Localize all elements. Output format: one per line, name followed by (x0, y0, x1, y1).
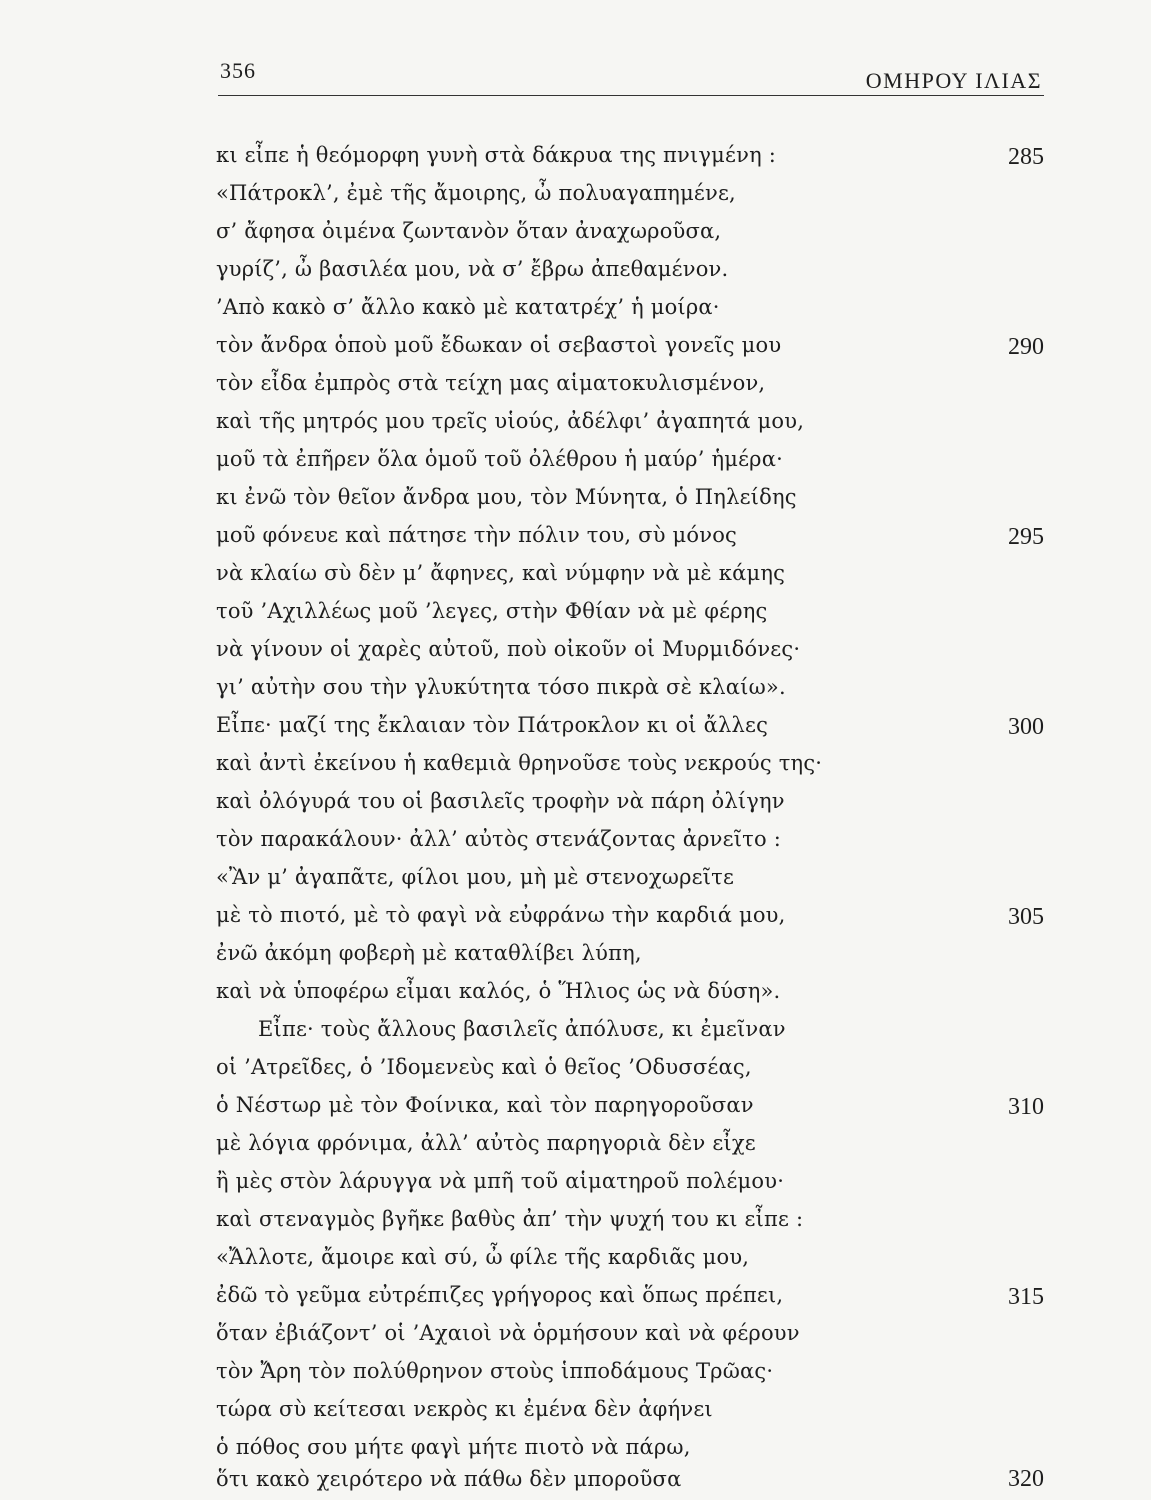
verse-line: γυρίζ’, ὦ βασιλέα μου, νὰ σ’ ἔβρω ἀπεθαμένον. (216, 257, 729, 281)
verse-line: Εἶπε· μαζί της ἔκλαιαν τὸν Πάτροκλον κι οἱ ἄλλες (216, 713, 769, 737)
verse-line: νὰ γίνουν οἱ χαρὲς αὐτοῦ, ποὺ οἰκοῦν οἱ Μυρμιδόνες· (216, 637, 801, 661)
verse-line: καὶ νὰ ὑποφέρω εἶμαι καλός, ὁ Ἥλιος ὡς νὰ δύση». (216, 979, 781, 1003)
line-number: 310 (1008, 1094, 1044, 1120)
verse-line: μὲ λόγια φρόνιμα, ἀλλ’ αὐτὸς παρηγοριὰ δὲν εἶχε (216, 1131, 756, 1155)
verse-line: καὶ ἀντὶ ἐκείνου ἡ καθεμιὰ θρηνοῦσε τοὺς νεκρούς της· (216, 751, 823, 775)
verse-line: τοῦ ’Αχιλλέως μοῦ ’λεγες, στὴν Φθίαν νὰ μὲ φέρης (216, 599, 768, 623)
verse-line: ὁ πόθος σου μήτε φαγὶ μήτε πιοτὸ νὰ πάρω, (216, 1435, 691, 1459)
page-header (220, 58, 1042, 98)
verse-line: σ’ ἄφησα ὀιμένα ζωντανὸν ὅταν ἀναχωροῦσα, (216, 219, 722, 243)
verse-line: οἱ ’Ατρεῖδες, ὁ ’Ιδομενεὺς καὶ ὁ θεῖος ’Οδυσσέας, (216, 1055, 752, 1079)
verse-line: μοῦ φόνευε καὶ πάτησε τὴν πόλιν του, σὺ μόνος (216, 523, 738, 547)
running-head: ΟΜΗΡΟΥ ΙΛΙΑΣ (865, 68, 1042, 93)
verse-line: καὶ ὀλόγυρά του οἱ βασιλεῖς τροφὴν νὰ πάρη ὀλίγην (216, 789, 785, 813)
verse-line: ’Απὸ κακὸ σ’ ἄλλο κακὸ μὲ κατατρέχ’ ἡ μοίρα· (216, 295, 720, 319)
line-number: 285 (1008, 144, 1044, 170)
verse-line: κι ἐνῶ τὸν θεῖον ἄνδρα μου, τὸν Μύνητα, ὁ Πηλείδης (216, 485, 797, 509)
verse-line: μὲ τὸ πιοτό, μὲ τὸ φαγὶ νὰ εὐφράνω τὴν καρδιά μου, (216, 903, 786, 927)
verse-line: τὸν ἄνδρα ὁποὺ μοῦ ἔδωκαν οἱ σεβαστοὶ γονεῖς μου (216, 333, 782, 357)
verse-line: τώρα σὺ κείτεσαι νεκρὸς κι ἐμένα δὲν ἀφήνει (216, 1397, 713, 1421)
line-number: 320 (1008, 1466, 1044, 1492)
verse-line: ἢ μὲς στὸν λάρυγγα νὰ μπῆ τοῦ αἱματηροῦ πολέμου· (216, 1169, 785, 1193)
verse-line: ὁ Νέστωρ μὲ τὸν Φοίνικα, καὶ τὸν παρηγοροῦσαν (216, 1093, 754, 1117)
header-rule (218, 95, 1044, 96)
line-number: 315 (1008, 1284, 1044, 1310)
verse-line: νὰ κλαίω σὺ δὲν μ’ ἄφηνες, καὶ νύμφην νὰ μὲ κάμης (216, 561, 786, 585)
verse-line: Εἶπε· τοὺς ἄλλους βασιλεῖς ἀπόλυσε, κι ἐμεῖναν (258, 1017, 786, 1041)
line-number: 305 (1008, 904, 1044, 930)
verse-line: ὅταν ἐβιάζοντ’ οἱ ’Αχαιοὶ νὰ ὁρμήσουν καὶ νὰ φέρουν (216, 1321, 800, 1345)
verse-line: ἐνῶ ἀκόμη φοβερὴ μὲ καταθλίβει λύπη, (216, 941, 642, 965)
line-number: 295 (1008, 524, 1044, 550)
verse-line: ἐδῶ τὸ γεῦμα εὐτρέπιζες γρήγορος καὶ ὅπως πρέπει, (216, 1283, 784, 1307)
line-number: 290 (1008, 334, 1044, 360)
verse-line: τὸν Ἄρη τὸν πολύθρηνον στοὺς ἱπποδάμους Τρῶας· (216, 1359, 774, 1383)
verse-line: «Ἂν μ’ ἀγαπᾶτε, φίλοι μου, μὴ μὲ στενοχωρεῖτε (216, 865, 735, 889)
verse-line: καὶ στεναγμὸς βγῆκε βαθὺς ἀπ’ τὴν ψυχή του κι εἶπε : (216, 1207, 804, 1231)
page-number: 356 (220, 58, 256, 83)
verse-line: μοῦ τὰ ἐπῆρεν ὅλα ὁμοῦ τοῦ ὀλέθρου ἡ μαύρ’ ἡμέρα· (216, 447, 783, 471)
verse-line: ὅτι κακὸ χειρότερο νὰ πάθω δὲν μποροῦσα (216, 1467, 682, 1491)
verse-line: «Πάτροκλ’, ἐμὲ τῆς ἄμοιρης, ὦ πολυαγαπημένε, (216, 181, 736, 205)
line-number: 300 (1008, 714, 1044, 740)
verse-line: «Ἄλλοτε, ἄμοιρε καὶ σύ, ὦ φίλε τῆς καρδιᾶς μου, (216, 1245, 750, 1269)
verse-line: καὶ τῆς μητρός μου τρεῖς υἱούς, ἀδέλφι’ ἀγαπητά μου, (216, 409, 805, 433)
verse-line: γι’ αὐτὴν σου τὴν γλυκύτητα τόσο πικρὰ σὲ κλαίω». (216, 675, 786, 699)
verse-line: τὸν παρακάλουν· ἀλλ’ αὐτὸς στενάζοντας ἀρνεῖτο : (216, 827, 781, 851)
verse-line: τὸν εἶδα ἐμπρὸς στὰ τείχη μας αἱματοκυλισμένον, (216, 371, 766, 395)
verse-line: κι εἶπε ἡ θεόμορφη γυνὴ στὰ δάκρυα της πνιγμένη : (216, 143, 777, 167)
